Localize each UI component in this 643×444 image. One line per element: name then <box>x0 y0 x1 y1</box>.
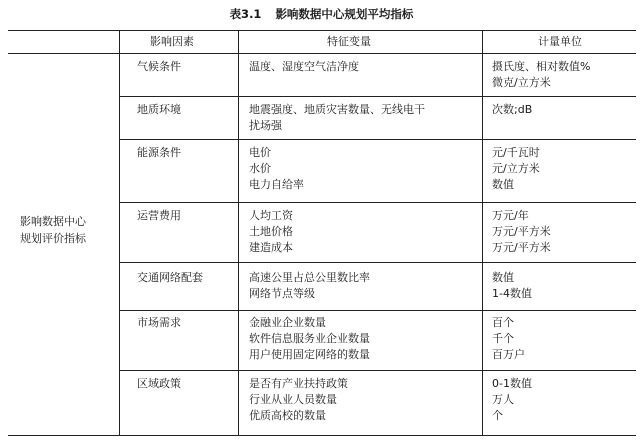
unit-cell <box>492 102 532 118</box>
variable-cell <box>249 270 370 302</box>
unit-line: 摄氏度、相对数值% <box>492 60 591 73</box>
unit-line: 万元/平方米 <box>492 241 551 254</box>
factor-cell: 运营费用 <box>137 209 181 222</box>
header-unit: 计量单位 <box>538 35 582 48</box>
unit-line: 元/立方米 <box>492 162 540 175</box>
unit-line: 百个 <box>492 316 514 329</box>
variable-line: 行业从业人员数量 <box>249 393 337 406</box>
unit-line: 数值 <box>492 178 514 191</box>
unit-line: 万元/平方米 <box>492 225 551 238</box>
variable-cell <box>249 376 348 424</box>
unit-cell <box>492 270 532 302</box>
table-top-rule <box>8 30 636 31</box>
variable-line: 用户使用固定网络的数量 <box>249 348 370 361</box>
unit-line: 次数;dB <box>492 103 533 116</box>
category-cell <box>20 213 112 247</box>
variable-cell <box>249 145 304 193</box>
row-divider <box>119 139 636 140</box>
header-bottom-rule <box>8 53 636 54</box>
unit-line: 百万户 <box>492 348 525 361</box>
indicator-table <box>8 30 636 436</box>
variable-line: 电价 <box>249 146 271 159</box>
table-title: 影响数据中心规划平均指标 <box>275 7 414 21</box>
unit-cell <box>492 315 525 363</box>
row-divider <box>119 310 636 311</box>
variable-line: 电力自给率 <box>249 178 304 191</box>
table-bottom-rule <box>8 435 636 436</box>
variable-cell <box>249 315 370 363</box>
unit-line: 数值 <box>492 271 514 284</box>
variable-line: 人均工资 <box>249 209 293 222</box>
variable-cell <box>249 102 425 134</box>
variable-cell <box>249 59 359 75</box>
variable-line: 温度、湿度空气洁净度 <box>249 60 359 73</box>
variable-line: 金融业企业数量 <box>249 316 326 329</box>
variable-line: 高速公里占总公里数比率 <box>249 271 370 284</box>
category-line: 影响数据中心 <box>20 215 86 228</box>
factor-cell: 市场需求 <box>137 316 181 329</box>
factor-cell: 气候条件 <box>137 60 181 73</box>
unit-line: 个 <box>492 409 503 422</box>
row-divider <box>119 202 636 203</box>
unit-line: 微克/立方米 <box>492 76 551 89</box>
row-divider <box>119 96 636 97</box>
unit-line: 千个 <box>492 332 514 345</box>
variable-line: 优质高校的数量 <box>249 409 326 422</box>
table-caption <box>0 6 643 22</box>
unit-cell <box>492 145 540 193</box>
variable-line: 扰场强 <box>249 119 282 132</box>
factor-cell: 交通网络配套 <box>137 271 203 284</box>
factor-cell: 区域政策 <box>137 377 181 390</box>
variable-line: 网络节点等级 <box>249 287 315 300</box>
variable-line: 软件信息服务业企业数量 <box>249 332 370 345</box>
unit-line: 0-1数值 <box>492 377 532 390</box>
row-divider <box>119 262 636 263</box>
unit-line: 1-4数值 <box>492 287 532 300</box>
unit-cell <box>492 208 551 256</box>
variable-line: 水价 <box>249 162 271 175</box>
header-variable: 特征变量 <box>327 35 371 48</box>
header-factor: 影响因素 <box>150 35 194 48</box>
variable-line: 是否有产业扶持政策 <box>249 377 348 390</box>
column-divider <box>482 30 483 436</box>
variable-cell <box>249 208 293 256</box>
factor-cell: 地质环境 <box>137 103 181 116</box>
category-line: 规划评价指标 <box>20 232 86 245</box>
factor-cell: 能源条件 <box>137 146 181 159</box>
variable-line: 土地价格 <box>249 225 293 238</box>
unit-line: 万元/年 <box>492 209 529 222</box>
unit-line: 万人 <box>492 393 514 406</box>
row-divider <box>119 370 636 371</box>
column-divider <box>238 30 239 436</box>
variable-line: 建造成本 <box>249 241 293 254</box>
variable-line: 地震强度、地质灾害数量、无线电干 <box>249 103 425 116</box>
unit-cell <box>492 376 532 424</box>
unit-line: 元/千瓦时 <box>492 146 540 159</box>
column-divider <box>119 30 120 436</box>
table-number: 表3.1 <box>229 7 262 21</box>
unit-cell <box>492 59 590 91</box>
